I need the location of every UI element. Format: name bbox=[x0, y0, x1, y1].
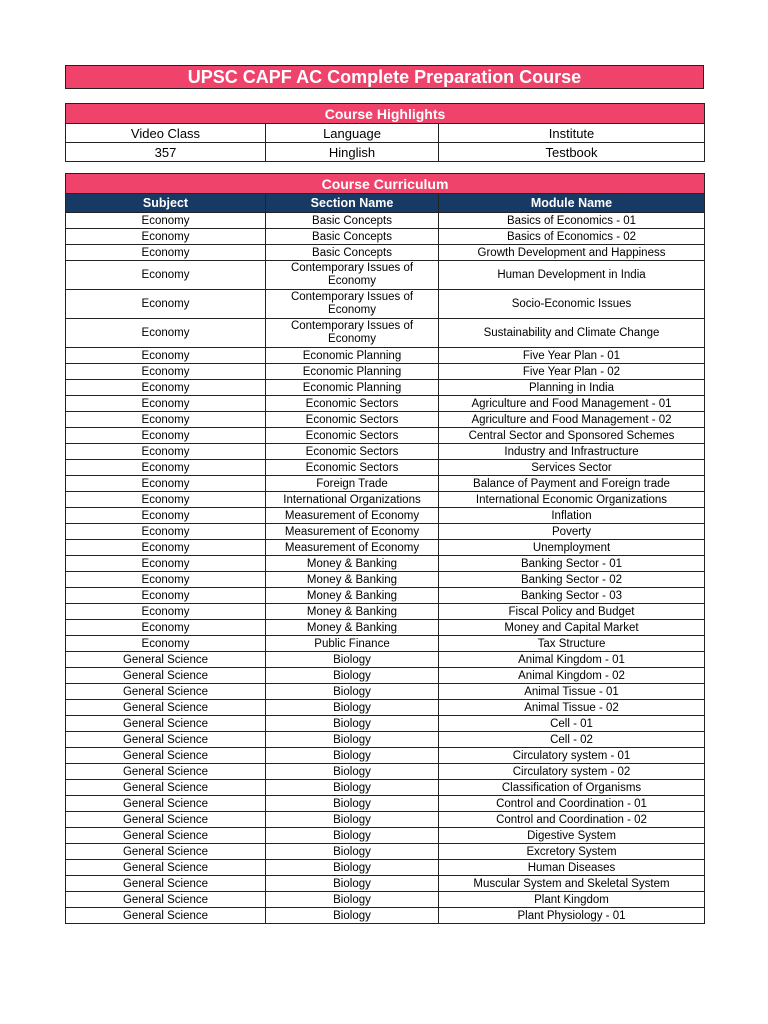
section-cell: Economic Sectors bbox=[266, 460, 439, 476]
table-row bbox=[66, 556, 705, 572]
table-row bbox=[66, 716, 705, 732]
section-cell: Economic Planning bbox=[266, 364, 439, 380]
highlight-header: Institute bbox=[439, 124, 705, 143]
highlights-heading: Course Highlights bbox=[66, 104, 705, 124]
table-row bbox=[66, 620, 705, 636]
subject-cell: Economy bbox=[66, 348, 266, 364]
table-row bbox=[66, 668, 705, 684]
subject-cell: Economy bbox=[66, 460, 266, 476]
module-cell: Cell - 02 bbox=[439, 732, 705, 748]
table-row bbox=[66, 604, 705, 620]
table-row bbox=[66, 524, 705, 540]
module-cell: Banking Sector - 03 bbox=[439, 588, 705, 604]
curriculum-rows bbox=[66, 213, 705, 924]
section-cell: Economic Sectors bbox=[266, 444, 439, 460]
subject-cell: General Science bbox=[66, 796, 266, 812]
subject-cell: Economy bbox=[66, 636, 266, 652]
section-cell: Biology bbox=[266, 668, 439, 684]
highlight-header: Video Class bbox=[66, 124, 266, 143]
table-row bbox=[66, 908, 705, 924]
table-row bbox=[66, 380, 705, 396]
section-cell: Money & Banking bbox=[266, 556, 439, 572]
section-cell: Basic Concepts bbox=[266, 245, 439, 261]
module-cell: Control and Coordination - 01 bbox=[439, 796, 705, 812]
section-cell: Economic Sectors bbox=[266, 428, 439, 444]
section-cell: Biology bbox=[266, 684, 439, 700]
section-cell: Economic Sectors bbox=[266, 396, 439, 412]
table-row bbox=[66, 588, 705, 604]
section-cell: Biology bbox=[266, 732, 439, 748]
subject-cell: General Science bbox=[66, 812, 266, 828]
curriculum-table bbox=[65, 173, 705, 924]
section-cell: Contemporary Issues of Economy bbox=[266, 290, 439, 319]
section-cell: Biology bbox=[266, 700, 439, 716]
section-cell: Money & Banking bbox=[266, 604, 439, 620]
module-cell: Animal Kingdom - 01 bbox=[439, 652, 705, 668]
subject-cell: Economy bbox=[66, 245, 266, 261]
section-cell: Biology bbox=[266, 764, 439, 780]
subject-cell: General Science bbox=[66, 908, 266, 924]
table-row bbox=[66, 348, 705, 364]
module-cell: Services Sector bbox=[439, 460, 705, 476]
table-row bbox=[66, 213, 705, 229]
table-row bbox=[66, 444, 705, 460]
module-cell: Agriculture and Food Management - 01 bbox=[439, 396, 705, 412]
subject-cell: General Science bbox=[66, 732, 266, 748]
table-row bbox=[66, 844, 705, 860]
section-cell: Contemporary Issues of Economy bbox=[266, 319, 439, 348]
section-cell: International Organizations bbox=[266, 492, 439, 508]
curriculum-heading: Course Curriculum bbox=[66, 174, 705, 194]
module-cell: Balance of Payment and Foreign trade bbox=[439, 476, 705, 492]
section-cell: Biology bbox=[266, 828, 439, 844]
subject-cell: Economy bbox=[66, 396, 266, 412]
module-cell: Plant Physiology - 01 bbox=[439, 908, 705, 924]
table-row bbox=[66, 700, 705, 716]
module-cell: Basics of Economics - 02 bbox=[439, 229, 705, 245]
highlight-value: Hinglish bbox=[266, 143, 439, 162]
section-cell: Biology bbox=[266, 844, 439, 860]
subject-cell: General Science bbox=[66, 668, 266, 684]
section-cell: Contemporary Issues of Economy bbox=[266, 261, 439, 290]
column-header-module: Module Name bbox=[439, 194, 705, 213]
module-cell: Cell - 01 bbox=[439, 716, 705, 732]
module-cell: Unemployment bbox=[439, 540, 705, 556]
module-cell: Excretory System bbox=[439, 844, 705, 860]
subject-cell: Economy bbox=[66, 556, 266, 572]
section-cell: Biology bbox=[266, 748, 439, 764]
table-row bbox=[66, 748, 705, 764]
module-cell: Circulatory system - 01 bbox=[439, 748, 705, 764]
subject-cell: Economy bbox=[66, 261, 266, 290]
module-cell: Basics of Economics - 01 bbox=[439, 213, 705, 229]
table-row bbox=[66, 652, 705, 668]
section-cell: Basic Concepts bbox=[266, 229, 439, 245]
table-row bbox=[66, 892, 705, 908]
table-row bbox=[66, 828, 705, 844]
subject-cell: Economy bbox=[66, 412, 266, 428]
table-row bbox=[66, 780, 705, 796]
table-row bbox=[66, 319, 705, 348]
table-row bbox=[66, 261, 705, 290]
module-cell: Tax Structure bbox=[439, 636, 705, 652]
module-cell: Muscular System and Skeletal System bbox=[439, 876, 705, 892]
highlight-value: 357 bbox=[66, 143, 266, 162]
module-cell: Animal Tissue - 01 bbox=[439, 684, 705, 700]
subject-cell: General Science bbox=[66, 780, 266, 796]
subject-cell: Economy bbox=[66, 524, 266, 540]
module-cell: Five Year Plan - 01 bbox=[439, 348, 705, 364]
column-header-section: Section Name bbox=[266, 194, 439, 213]
column-header-subject: Subject bbox=[66, 194, 266, 213]
section-cell: Money & Banking bbox=[266, 588, 439, 604]
table-row bbox=[66, 229, 705, 245]
section-cell: Biology bbox=[266, 860, 439, 876]
table-row bbox=[66, 364, 705, 380]
module-cell: Socio-Economic Issues bbox=[439, 290, 705, 319]
module-cell: Money and Capital Market bbox=[439, 620, 705, 636]
subject-cell: Economy bbox=[66, 319, 266, 348]
subject-cell: Economy bbox=[66, 588, 266, 604]
section-cell: Measurement of Economy bbox=[266, 540, 439, 556]
section-cell: Biology bbox=[266, 780, 439, 796]
section-cell: Biology bbox=[266, 796, 439, 812]
table-row bbox=[66, 460, 705, 476]
section-cell: Economic Sectors bbox=[266, 412, 439, 428]
module-cell: Inflation bbox=[439, 508, 705, 524]
table-row bbox=[66, 245, 705, 261]
table-row bbox=[66, 492, 705, 508]
table-row bbox=[66, 860, 705, 876]
subject-cell: General Science bbox=[66, 892, 266, 908]
subject-cell: Economy bbox=[66, 620, 266, 636]
section-cell: Foreign Trade bbox=[266, 476, 439, 492]
module-cell: Central Sector and Sponsored Schemes bbox=[439, 428, 705, 444]
table-row bbox=[66, 572, 705, 588]
highlight-header: Language bbox=[266, 124, 439, 143]
subject-cell: Economy bbox=[66, 492, 266, 508]
section-cell: Economic Planning bbox=[266, 380, 439, 396]
table-row bbox=[66, 764, 705, 780]
course-highlights bbox=[65, 103, 704, 162]
subject-cell: General Science bbox=[66, 700, 266, 716]
module-cell: Fiscal Policy and Budget bbox=[439, 604, 705, 620]
section-cell: Biology bbox=[266, 876, 439, 892]
table-row bbox=[66, 396, 705, 412]
module-cell: Banking Sector - 02 bbox=[439, 572, 705, 588]
section-cell: Biology bbox=[266, 908, 439, 924]
table-row bbox=[66, 508, 705, 524]
subject-cell: Economy bbox=[66, 380, 266, 396]
subject-cell: Economy bbox=[66, 290, 266, 319]
subject-cell: General Science bbox=[66, 844, 266, 860]
page-title: UPSC CAPF AC Complete Preparation Course bbox=[65, 65, 704, 89]
table-row bbox=[66, 476, 705, 492]
table-row bbox=[66, 732, 705, 748]
subject-cell: General Science bbox=[66, 828, 266, 844]
subject-cell: Economy bbox=[66, 508, 266, 524]
module-cell: Planning in India bbox=[439, 380, 705, 396]
module-cell: Growth Development and Happiness bbox=[439, 245, 705, 261]
subject-cell: General Science bbox=[66, 764, 266, 780]
module-cell: Poverty bbox=[439, 524, 705, 540]
subject-cell: General Science bbox=[66, 684, 266, 700]
module-cell: Human Diseases bbox=[439, 860, 705, 876]
module-cell: Circulatory system - 02 bbox=[439, 764, 705, 780]
section-cell: Measurement of Economy bbox=[266, 524, 439, 540]
table-row bbox=[66, 428, 705, 444]
subject-cell: Economy bbox=[66, 213, 266, 229]
module-cell: Five Year Plan - 02 bbox=[439, 364, 705, 380]
subject-cell: Economy bbox=[66, 540, 266, 556]
table-row bbox=[66, 540, 705, 556]
table-row bbox=[66, 412, 705, 428]
highlight-value: Testbook bbox=[439, 143, 705, 162]
section-cell: Money & Banking bbox=[266, 572, 439, 588]
section-cell: Basic Concepts bbox=[266, 213, 439, 229]
module-cell: Animal Kingdom - 02 bbox=[439, 668, 705, 684]
subject-cell: Economy bbox=[66, 229, 266, 245]
module-cell: Plant Kingdom bbox=[439, 892, 705, 908]
subject-cell: Economy bbox=[66, 476, 266, 492]
section-cell: Measurement of Economy bbox=[266, 508, 439, 524]
subject-cell: General Science bbox=[66, 652, 266, 668]
subject-cell: General Science bbox=[66, 876, 266, 892]
subject-cell: General Science bbox=[66, 748, 266, 764]
table-row bbox=[66, 796, 705, 812]
section-cell: Biology bbox=[266, 892, 439, 908]
course-curriculum bbox=[65, 173, 704, 924]
module-cell: Animal Tissue - 02 bbox=[439, 700, 705, 716]
module-cell: Banking Sector - 01 bbox=[439, 556, 705, 572]
table-row bbox=[66, 290, 705, 319]
section-cell: Biology bbox=[266, 812, 439, 828]
subject-cell: General Science bbox=[66, 716, 266, 732]
section-cell: Biology bbox=[266, 652, 439, 668]
module-cell: Digestive System bbox=[439, 828, 705, 844]
table-row bbox=[66, 812, 705, 828]
subject-cell: Economy bbox=[66, 572, 266, 588]
module-cell: Agriculture and Food Management - 02 bbox=[439, 412, 705, 428]
table-row bbox=[66, 876, 705, 892]
table-row bbox=[66, 636, 705, 652]
subject-cell: Economy bbox=[66, 444, 266, 460]
section-cell: Public Finance bbox=[266, 636, 439, 652]
subject-cell: Economy bbox=[66, 364, 266, 380]
module-cell: International Economic Organizations bbox=[439, 492, 705, 508]
subject-cell: Economy bbox=[66, 428, 266, 444]
highlights-table bbox=[65, 103, 705, 162]
module-cell: Sustainability and Climate Change bbox=[439, 319, 705, 348]
table-row bbox=[66, 684, 705, 700]
section-cell: Economic Planning bbox=[266, 348, 439, 364]
section-cell: Money & Banking bbox=[266, 620, 439, 636]
subject-cell: General Science bbox=[66, 860, 266, 876]
module-cell: Human Development in India bbox=[439, 261, 705, 290]
module-cell: Control and Coordination - 02 bbox=[439, 812, 705, 828]
section-cell: Biology bbox=[266, 716, 439, 732]
subject-cell: Economy bbox=[66, 604, 266, 620]
module-cell: Industry and Infrastructure bbox=[439, 444, 705, 460]
module-cell: Classification of Organisms bbox=[439, 780, 705, 796]
